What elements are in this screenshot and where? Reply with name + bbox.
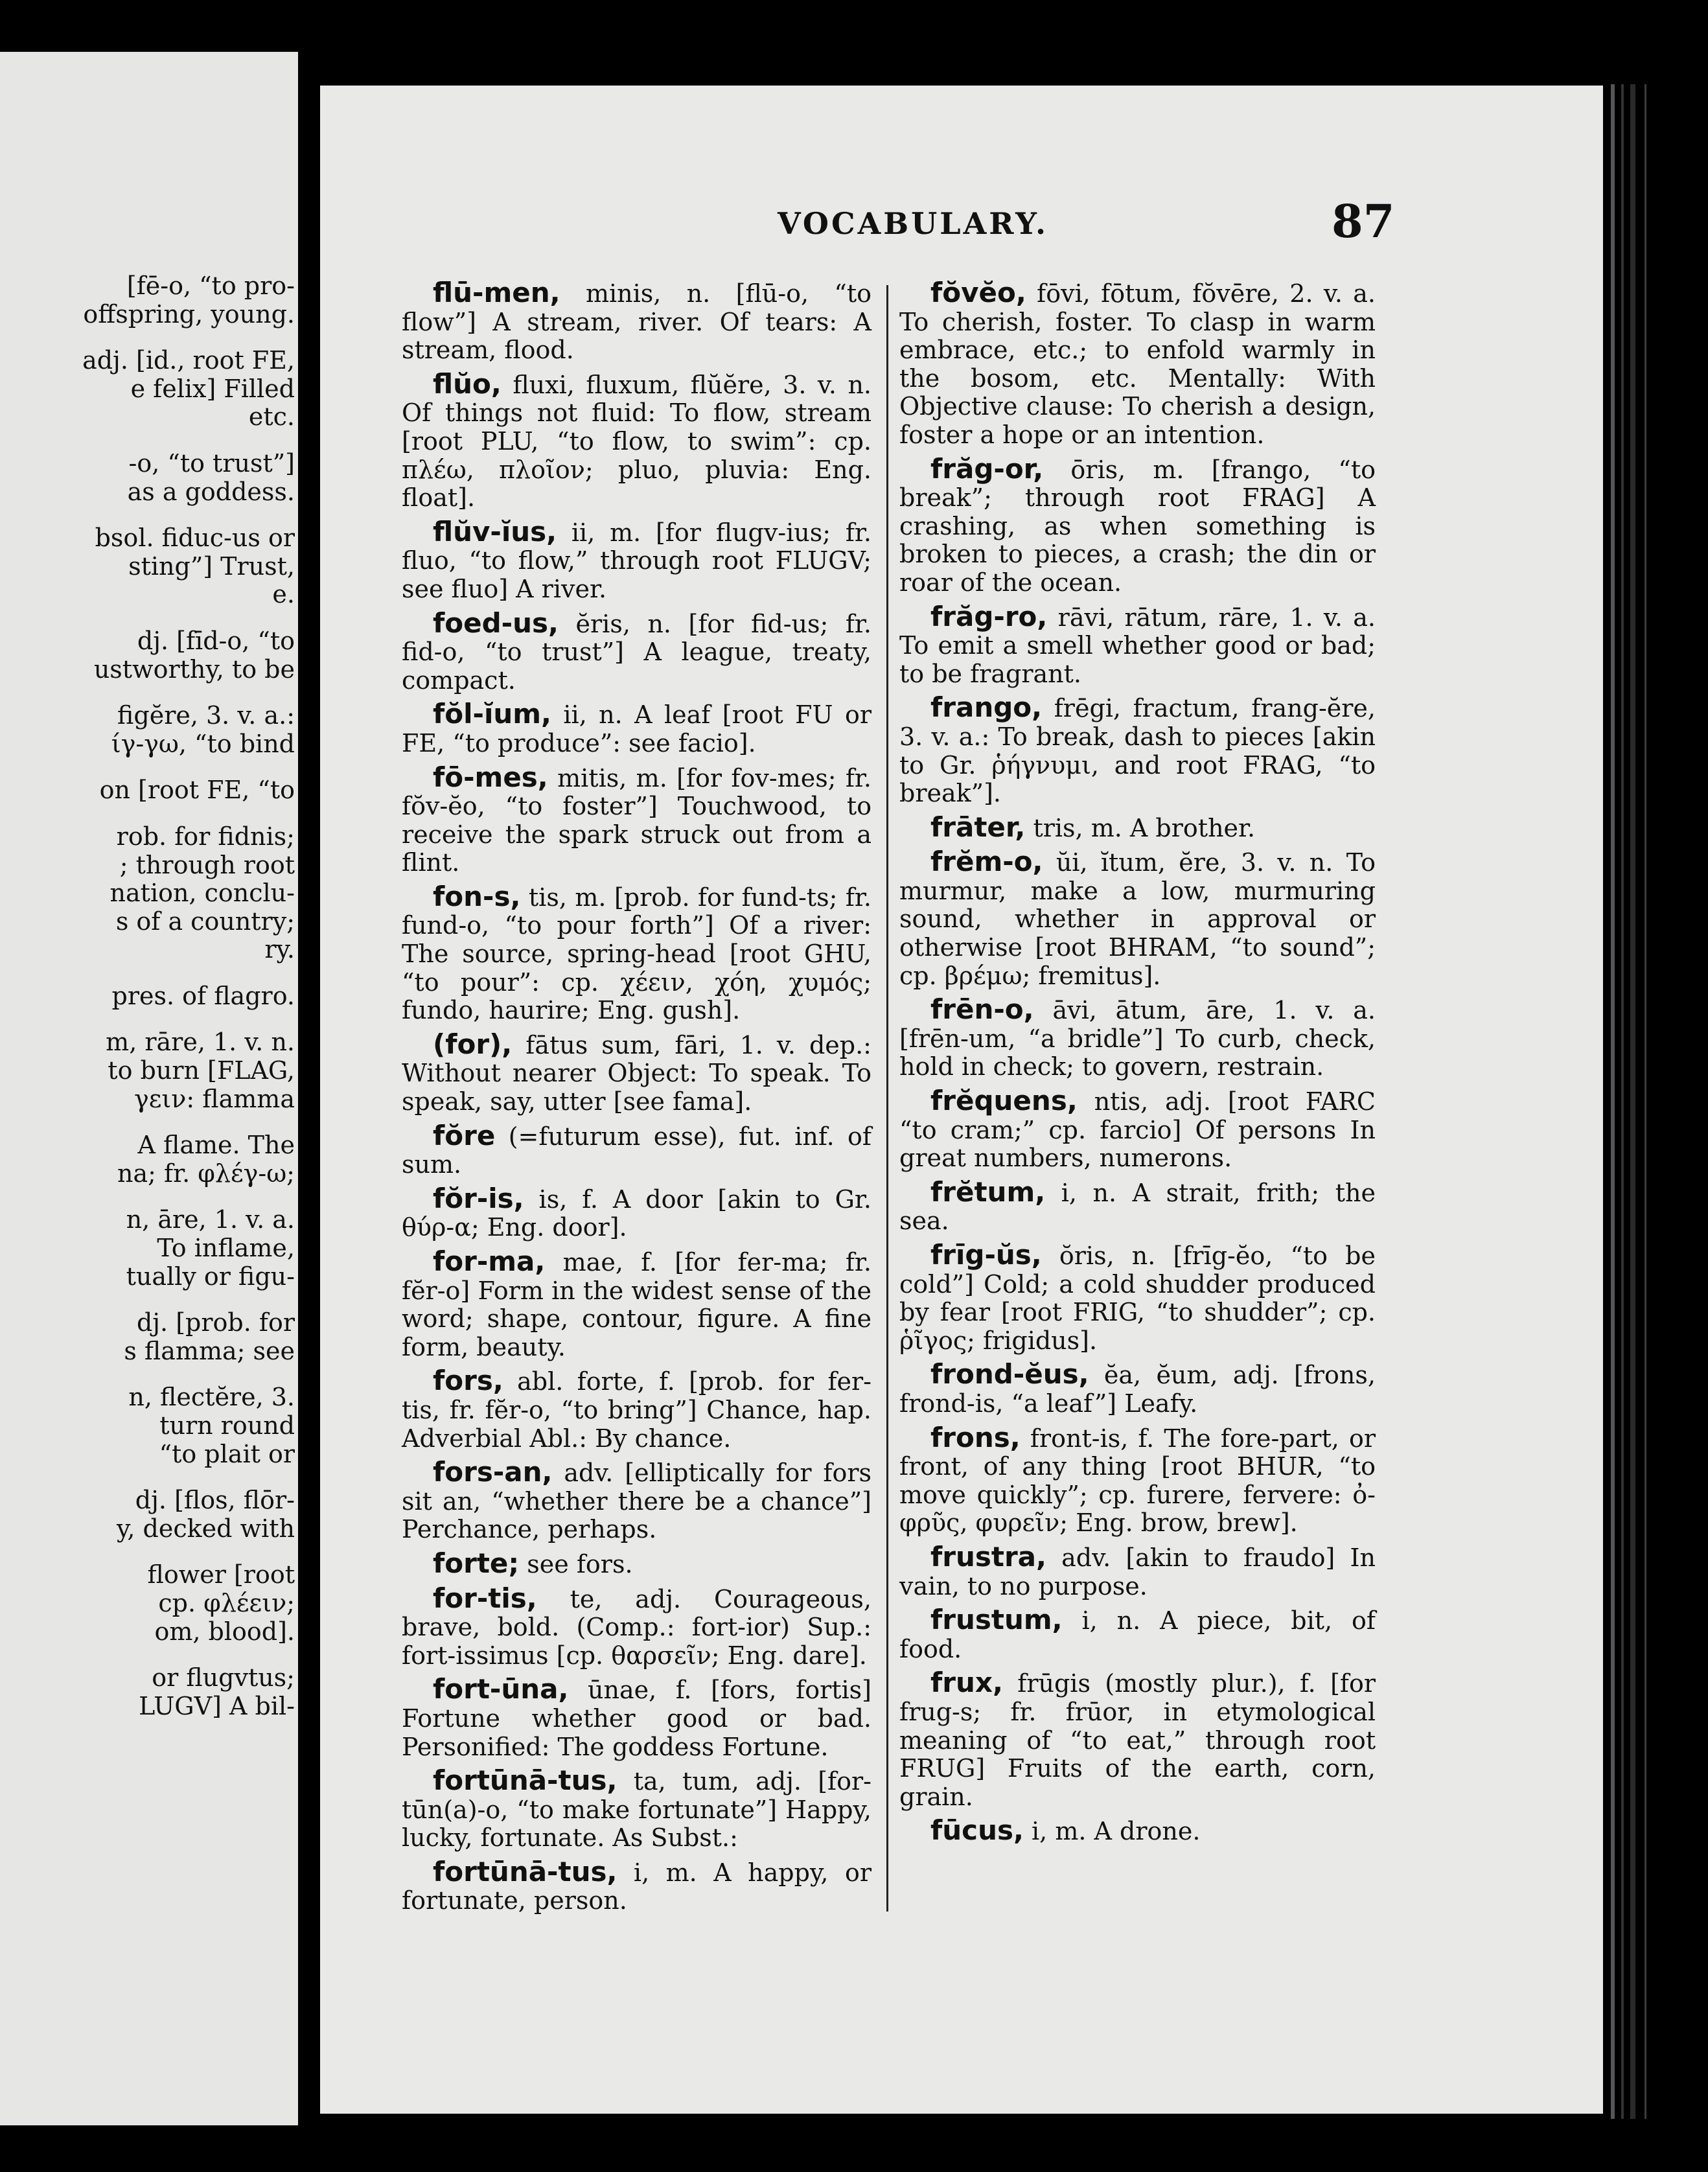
left-page-line: [fē-o, “to pro- <box>126 272 295 300</box>
left-page-gap <box>0 1291 295 1309</box>
dictionary-entry <box>899 693 1376 807</box>
left-page-line: tually or figu- <box>126 1262 295 1291</box>
left-page-gap <box>0 1010 295 1028</box>
entry-headword: fō-mes, <box>433 761 548 793</box>
entry-definition: i, n. A strait, frith; the sea. <box>899 1178 1376 1236</box>
dictionary-entry <box>402 1766 871 1853</box>
dictionary-entry <box>402 700 871 757</box>
left-page-gap <box>0 506 295 524</box>
left-page-line: on [root FE, “to <box>99 776 295 805</box>
entry-headword: frăg-ro, <box>930 600 1048 632</box>
dictionary-entry <box>899 1669 1376 1811</box>
left-page-line: sting”] Trust, <box>128 552 295 581</box>
entry-definition: ĕa, ĕum, adj. [frons, frond-is, “a leaf”] Leafy. <box>899 1361 1376 1418</box>
left-page-line: offspring, young. <box>83 300 295 329</box>
left-page-line: as a goddess. <box>127 478 295 506</box>
entry-definition: minis, n. [flū-o, “to flow”] A stream, river. Of tears: A stream, flood. <box>402 279 871 365</box>
left-page-line: m, rāre, 1. v. n. <box>106 1028 295 1057</box>
entry-definition: ūnae, f. [fors, fortis] Fortune whether good or bad. Personified: The goddess Fortune. <box>402 1676 871 1761</box>
left-page-column <box>0 272 295 1720</box>
entry-definition: te, adj. Courageous, brave, bold. (Comp.: fort-ior) Sup.: fort-issimus [cp. θαρσεῖν; Eng. dare]. <box>402 1584 871 1670</box>
column-1 <box>402 279 871 1921</box>
entry-definition: rāvi, rātum, rāre, 1. v. a. To emit a smell whether good or bad; to be fragrant. <box>899 603 1376 688</box>
entry-headword: frēn-o, <box>930 993 1034 1026</box>
left-page-gap <box>0 1543 295 1561</box>
left-page-line: To inflame, <box>157 1234 295 1263</box>
entry-definition: adv. [akin to fraudo] In vain, to no purpose. <box>899 1543 1376 1600</box>
entry-headword: frĕm-o, <box>930 846 1043 878</box>
dictionary-entry <box>899 848 1376 990</box>
left-page-gap <box>0 1188 295 1206</box>
left-page-line: na; fr. φλέγ-ω; <box>117 1159 295 1188</box>
left-page-line: cp. φλέειν; <box>158 1589 295 1617</box>
entry-definition: ta, tum, adj. [for-tūn(a)-o, “to make fortunate”] Happy, lucky, fortunate. As Subst.: <box>402 1767 871 1853</box>
dictionary-entry <box>402 1675 871 1761</box>
dictionary-entry <box>899 279 1376 450</box>
left-page-line: ίγ-γω, “to bind <box>111 730 295 758</box>
left-page-gap <box>0 329 295 347</box>
left-page-line: A flame. The <box>137 1131 295 1160</box>
dictionary-entry <box>402 279 871 365</box>
left-page-line: e. <box>272 581 295 609</box>
entry-headword: fon-s, <box>433 880 521 912</box>
entry-headword: flŭv-ĭus, <box>433 515 557 548</box>
left-page-line: “to plait or <box>159 1440 295 1468</box>
dictionary-entry <box>899 1175 1376 1236</box>
left-page-line: rob. for fidnis; <box>116 822 295 851</box>
entry-headword: flŭo, <box>433 367 502 400</box>
entry-definition: mitis, m. [for fov-mes; fr. fŏv-ĕo, “to foster”] Touchwood, to receive the spark struck out from a flint. <box>402 763 871 877</box>
dictionary-entry <box>402 763 871 877</box>
entry-headword: fortūnā-tus, <box>433 1764 617 1797</box>
entry-definition: ŭi, ĭtum, ĕre, 3. v. n. To murmur, make a low, murmuring sound, whether in approval or otherwise [root BHRAM, “to sound”; cp. βρέμω; fremitus]. <box>899 848 1376 990</box>
left-page <box>0 52 298 2125</box>
dictionary-entry <box>402 1855 871 1915</box>
left-page-line: s flamma; see <box>124 1337 295 1365</box>
entry-definition: ii, n. A leaf [root FU or FE, “to produce”: see facio]. <box>402 700 871 757</box>
entry-definition: fōvi, fōtum, fŏvēre, 2. v. a. To cherish, foster. To clasp in warm embrace, etc.; to enfold warmly in the bosom, etc. Mentally: With Objective clause: To cherish a design, foster a hope or an intention. <box>899 279 1376 449</box>
page-number: 87 <box>1332 194 1395 248</box>
entry-definition: ĕris, n. [for fid-us; fr. fid-o, “to trust”] A league, treaty, compact. <box>402 609 871 695</box>
entry-headword: for-ma, <box>433 1245 546 1277</box>
dictionary-entry <box>899 1606 1376 1663</box>
left-page-line: dj. [prob. for <box>136 1309 295 1337</box>
dictionary-entry <box>402 515 871 604</box>
dictionary-entry <box>899 995 1376 1081</box>
left-page-line: dj. [flos, flōr- <box>135 1486 295 1515</box>
entry-headword: fūcus, <box>930 1814 1024 1847</box>
left-page-line: pres. of flagro. <box>111 982 295 1010</box>
entry-definition: fluxi, fluxum, flŭĕre, 3. v. n. Of things not fluid: To flow, stream [root PLU, “to flow, to swim”: cp. πλέω, πλοῖον; pluo, pluvia: Eng. float]. <box>402 370 871 513</box>
entry-headword: (for), <box>433 1028 513 1060</box>
entry-definition: tris, m. A brother. <box>1025 813 1256 842</box>
dictionary-entry <box>402 1030 871 1116</box>
entry-definition: frūgis (mostly plur.), f. [for frug-s; fr. frūor, in etymological meaning of “to eat,” through root FRUG] Fruits of the earth, corn, grain. <box>899 1669 1376 1811</box>
dictionary-entry <box>899 1540 1376 1600</box>
entry-headword: fors, <box>433 1365 503 1397</box>
entry-headword: frond-ĕus, <box>930 1358 1089 1391</box>
dictionary-entry <box>899 1421 1376 1538</box>
left-page-line: ; through root <box>119 851 295 879</box>
left-page-gap <box>0 1113 295 1131</box>
entry-definition: abl. forte, f. [prob. for fer-tis, fr. fĕr-o, “to bring”] Chance, hap. Adverbial Abl.: By chance. <box>402 1367 871 1453</box>
dictionary-entry <box>402 1119 871 1179</box>
entry-headword: frustra, <box>930 1540 1046 1573</box>
dictionary-entry <box>402 1247 871 1361</box>
dictionary-entry <box>899 1816 1376 1846</box>
dictionary-entry <box>402 609 871 695</box>
entry-headword: frustum, <box>930 1604 1063 1636</box>
entry-definition: i, n. A piece, bit, of food. <box>899 1606 1376 1663</box>
left-page-gap <box>0 964 295 982</box>
entry-definition: front-is, f. The fore-part, or front, of any thing [root BHUR, “to move quickly”; cp. furere, fervere: ὀ-φρῦς, φυρεῖν; Eng. brow, brew]. <box>899 1424 1376 1538</box>
entry-headword: frāter, <box>930 811 1026 843</box>
entry-definition: ii, m. [for flugv-ius; fr. fluo, “to flow,” through root FLUGV; see fluo] A river. <box>402 518 871 603</box>
page-header: VOCABULARY. <box>778 206 1049 241</box>
dictionary-entry <box>402 367 871 513</box>
left-page-line: ry. <box>264 936 295 964</box>
entry-definition: tis, m. [prob. for fund-ts; fr. fund-o, “to pour forth”] Of a river: The source, spring-head [root GHU, “to pour”: cp. χέειν, χόη, χυμός; fundo, haurire; Eng. gush]. <box>402 883 871 1025</box>
entry-headword: frux, <box>930 1667 1003 1699</box>
left-page-line: om, blood]. <box>154 1617 295 1646</box>
dictionary-entry <box>402 1584 871 1670</box>
left-page-line: turn round <box>159 1412 295 1440</box>
left-page-gap <box>0 805 295 823</box>
entry-definition: see fors. <box>519 1549 633 1578</box>
entry-definition: adv. [elliptically for fors sit an, “whether there be a chance”] Perchance, perhaps. <box>402 1459 871 1544</box>
entry-headword: frĕquens, <box>930 1085 1078 1117</box>
book-edge <box>1607 84 1685 2119</box>
left-page-line: to burn [FLAG, <box>108 1057 295 1085</box>
left-page-line: adj. [id., root FE, <box>82 347 295 375</box>
left-page-line: dj. [fīd-o, “to <box>137 627 295 655</box>
dictionary-entry <box>899 1087 1376 1173</box>
entry-definition: i, m. A happy, or fortunate, person. <box>402 1858 871 1915</box>
left-page-line: n, āre, 1. v. a. <box>126 1206 295 1234</box>
entry-headword: frĕtum, <box>930 1175 1046 1208</box>
dictionary-entry <box>899 1360 1376 1418</box>
entry-definition: frēgi, fractum, frang-ĕre, 3. v. a.: To break, dash to pieces [akin to Gr. ῥήγνυμι, and root FRAG, “to break”]. <box>899 694 1376 808</box>
dictionary-entry <box>899 600 1376 689</box>
left-page-gap <box>0 609 295 627</box>
entry-headword: fortūnā-tus, <box>433 1855 617 1888</box>
left-page-line: or flugvtus; <box>152 1664 295 1693</box>
entry-headword: frons, <box>930 1421 1021 1453</box>
left-page-gap <box>0 1468 295 1486</box>
entry-headword: fŏre <box>433 1119 496 1151</box>
entry-headword: frīg-ŭs, <box>930 1239 1042 1271</box>
left-page-line: nation, conclu- <box>110 879 295 908</box>
entry-headword: for-tis, <box>433 1582 537 1614</box>
dictionary-entry <box>402 880 871 1025</box>
left-page-line: etc. <box>248 403 295 432</box>
left-page-line: γειν: flamma <box>133 1085 295 1113</box>
entry-headword: frango, <box>930 691 1043 724</box>
left-page-gap <box>0 758 295 776</box>
entry-headword: flū-men, <box>433 277 560 308</box>
entry-definition: mae, f. [for fer-ma; fr. fĕr-o] Form in the widest sense of the word; shape, contour, figure. A fine form, beauty. <box>402 1248 871 1361</box>
dictionary-entry <box>402 1367 871 1453</box>
left-page-line: y, decked with <box>116 1514 295 1543</box>
left-page-gap <box>0 1365 295 1383</box>
left-page-line: -o, “to trust”] <box>128 449 295 478</box>
entry-definition: i, m. A drone. <box>1023 1817 1201 1846</box>
dictionary-entry <box>899 452 1376 597</box>
entry-headword: fors-an, <box>433 1456 553 1488</box>
dictionary-entry <box>899 813 1376 843</box>
left-page-line: LUGV] A bil- <box>139 1692 295 1720</box>
entry-definition: ōris, m. [frango, “to break”; through root FRAG] A crashing, as when something is broken to pieces, a crash; the din or roar of the ocean. <box>899 455 1376 597</box>
entry-definition: is, f. A door [akin to Gr. θύρ-α; Eng. door]. <box>402 1184 871 1242</box>
dictionary-entry <box>402 1549 871 1579</box>
left-page-gap <box>0 432 295 450</box>
dictionary-entry <box>402 1458 871 1544</box>
entry-headword: frăg-or, <box>930 452 1044 485</box>
entry-headword: fŏr-is, <box>433 1182 524 1214</box>
column-2 <box>899 279 1376 1851</box>
entry-definition: āvi, ātum, āre, 1. v. a. [frēn-um, “a bridle”] To curb, check, hold in check; to govern, restrain. <box>899 996 1376 1081</box>
left-page-gap <box>0 684 295 702</box>
entry-headword: foed-us, <box>433 607 559 639</box>
dictionary-entry <box>402 1184 871 1242</box>
dictionary-entry <box>899 1241 1376 1355</box>
entry-definition: (=futurum esse), fut. inf. of sum. <box>402 1122 871 1179</box>
column-rule <box>886 285 888 1912</box>
entry-headword: fŏl-ĭum, <box>433 698 551 730</box>
entry-definition: fātus sum, fāri, 1. v. dep.: Without nearer Object: To speak. To speak, say, utter [see fama]. <box>402 1030 871 1116</box>
left-page-line: figĕre, 3. v. a.: <box>117 702 295 730</box>
left-page-line: ustworthy, to be <box>93 655 295 684</box>
entry-definition: ntis, adj. [root FARC “to cram;” cp. farcio] Of persons In great numbers, numerons. <box>899 1087 1376 1173</box>
left-page-gap <box>0 1646 295 1664</box>
left-page-line: n, flectĕre, 3. <box>128 1383 295 1412</box>
entry-headword: forte; <box>433 1547 520 1579</box>
entry-headword: fŏvĕo, <box>930 277 1026 308</box>
entry-headword: fort-ūna, <box>433 1673 569 1705</box>
left-page-line: bsol. fiduc-us or <box>95 524 295 553</box>
left-page-line: e felix] Filled <box>130 375 295 403</box>
left-page-line: flower [root <box>147 1561 295 1589</box>
left-page-line: s of a country; <box>115 907 295 936</box>
entry-definition: ŏris, n. [frīg-ĕo, “to be cold”] Cold; a cold shudder produced by fear [root FRIG, “to shudder”; cp. ῥῖγος; frigidus]. <box>899 1242 1376 1355</box>
